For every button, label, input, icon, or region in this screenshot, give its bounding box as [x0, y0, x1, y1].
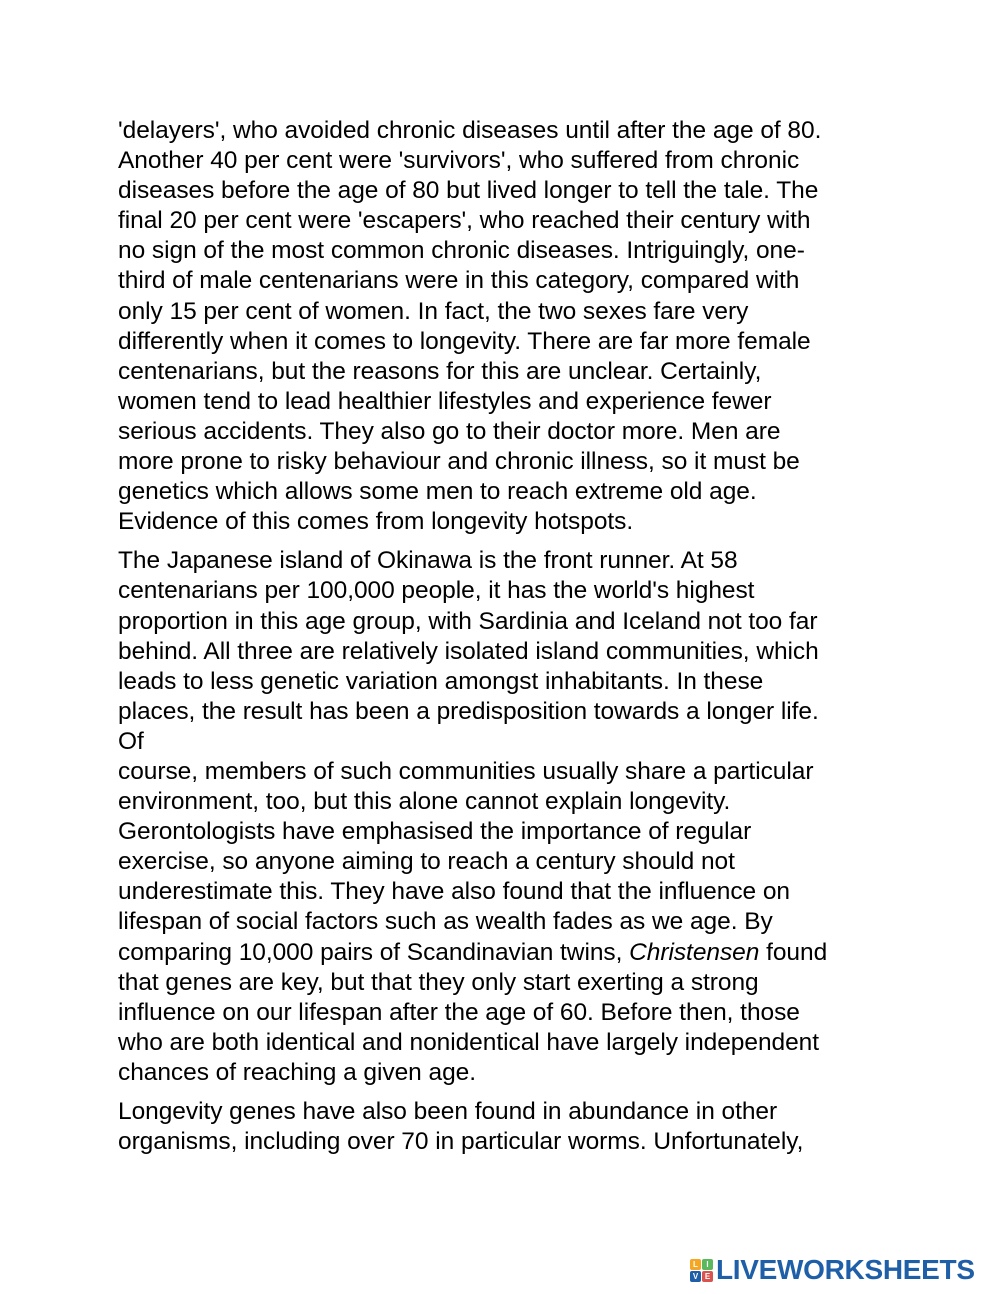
text-line: Evidence of this comes from longevity hotspots. — [118, 508, 634, 536]
text-line-christensen — [118, 938, 898, 968]
logo-text: LIVEWORKSHEETS — [716, 1254, 975, 1285]
text-line: final 20 per cent were 'escapers', who reached their century with — [118, 207, 811, 235]
text-line: behind. All three are relatively isolated island communities, which — [118, 637, 819, 665]
text-segment: comparing 10,000 pairs of Scandinavian twins, — [118, 938, 630, 966]
text-segment: found — [759, 938, 828, 966]
text-line: women tend to lead healthier lifestyles and experience fewer — [118, 387, 772, 415]
document-body — [118, 116, 898, 1166]
text-line: third of male centenarians were in this category, compared with — [118, 267, 800, 295]
text-line: influence on our lifespan after the age of 60. Before then, those — [118, 998, 800, 1026]
author-name: Christensen — [629, 938, 760, 966]
logo-mark-tile: E — [702, 1271, 713, 1282]
text-line: leads to less genetic variation amongst inhabitants. In these — [118, 667, 764, 695]
text-line: The Japanese island of Okinawa is the front runner. At 58 — [118, 547, 738, 575]
text-line: Another 40 per cent were 'survivors', who suffered from chronic — [118, 147, 800, 175]
text-line: only 15 per cent of women. In fact, the two sexes fare very — [118, 297, 749, 325]
text-line: Longevity genes have also been found in abundance in other — [118, 1098, 778, 1125]
text-line: exercise, so anyone aiming to reach a century should not — [118, 848, 735, 876]
text-line: proportion in this age group, with Sardinia and Iceland not too far — [118, 607, 818, 635]
text-line: more prone to risky behaviour and chronic illness, so it must be — [118, 448, 800, 476]
text-line: Of — [118, 727, 144, 755]
paragraph-1 — [118, 116, 898, 537]
logo-mark-tile: L — [690, 1259, 701, 1270]
logo-mark-icon — [690, 1259, 713, 1282]
text-line: 'delayers', who avoided chronic diseases until after the age of 80. — [118, 117, 822, 144]
text-line: organisms, including over 70 in particular worms. Unfortunately, — [118, 1128, 804, 1156]
text-line: chances of reaching a given age. — [118, 1058, 476, 1086]
text-line: Gerontologists have emphasised the importance of regular — [118, 818, 752, 846]
text-line: differently when it comes to longevity. There are far more female — [118, 327, 811, 355]
text-line: no sign of the most common chronic diseases. Intriguingly, one- — [118, 237, 805, 265]
text-line: that genes are key, but that they only start exerting a strong — [118, 968, 759, 996]
text-line: environment, too, but this alone cannot explain longevity. — [118, 788, 731, 816]
paragraph-2 — [118, 546, 898, 1088]
text-line: places, the result has been a predisposition towards a longer life. — [118, 697, 819, 725]
liveworksheets-logo — [690, 1253, 975, 1287]
text-line: centenarians, but the reasons for this are unclear. Certainly, — [118, 357, 762, 385]
text-line: course, members of such communities usually share a particular — [118, 757, 814, 785]
text-line: genetics which allows some men to reach extreme old age. — [118, 478, 757, 506]
paragraph-3 — [118, 1097, 898, 1157]
text-line: centenarians per 100,000 people, it has the world's highest — [118, 577, 755, 605]
logo-mark-tile: I — [702, 1259, 713, 1270]
logo-mark-tile: V — [690, 1271, 701, 1282]
text-line: who are both identical and nonidentical have largely independent — [118, 1028, 820, 1056]
text-line: serious accidents. They also go to their doctor more. Men are — [118, 417, 781, 445]
text-line: underestimate this. They have also found that the influence on — [118, 878, 791, 906]
text-line: lifespan of social factors such as wealth fades as we age. By — [118, 908, 773, 936]
text-line: diseases before the age of 80 but lived longer to tell the tale. The — [118, 177, 819, 205]
